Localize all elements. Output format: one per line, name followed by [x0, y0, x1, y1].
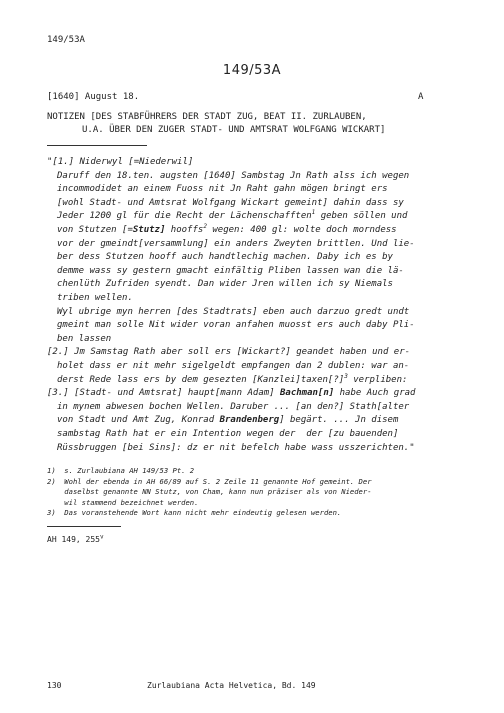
- body-line: in mynem abwesen bochen Wellen. Daruber ... [an den?] Stath[alter: [57, 401, 410, 412]
- source-divider: [47, 526, 121, 527]
- body-line: [57, 414, 398, 427]
- footnote-ref-2: 2: [203, 223, 207, 230]
- footnote-ref-1: 1: [311, 209, 316, 217]
- body-text: geben söllen und: [315, 211, 408, 222]
- footer-title: Zurlaubiana Acta Helvetica, Bd. 149: [147, 681, 316, 690]
- body-bold-name: Stutz]: [132, 225, 166, 235]
- body-bold-name: Bachman[n]: [280, 388, 335, 399]
- footnote-2-continued: wil stammend bezeichnet werden.: [47, 497, 199, 507]
- body-line: holet dass er nit mehr sigelgeldt empfangen dan 2 dublen: war an-: [57, 361, 410, 371]
- body-line: [47, 387, 415, 400]
- body-line: [57, 210, 407, 223]
- body-line: ben lassen: [57, 333, 112, 344]
- body-text: von Stutzen [=: [57, 225, 133, 235]
- date-marker: A: [418, 92, 424, 102]
- title-divider: [47, 145, 147, 146]
- body-line: incommodidet an einem Fuoss nit Jn Raht gahn mögen bringt ers: [57, 184, 388, 195]
- body-line: ber dess Stutzen hooff auch handtlechig machen. Daby ich es by: [57, 252, 393, 263]
- body-text: hooffs: [165, 225, 204, 235]
- source-reference: [47, 534, 104, 546]
- body-line: Rüssbruggen [bei Sins]: dz er nit befelch habe wass usszerichten.": [57, 442, 415, 453]
- footnote-1: 1) s. Zurlaubiana AH 149/53 Pt. 2: [47, 466, 195, 475]
- body-line: Daruff den 18.ten. augsten [1640] Sambstag Jn Rath alss ich wegen: [57, 170, 410, 181]
- body-line: triben wellen.: [57, 293, 133, 303]
- running-header: 149/53A: [47, 35, 85, 45]
- body-text: habe Auch grad: [334, 388, 416, 399]
- body-line: [57, 224, 397, 237]
- body-line: [2.] Jm Samstag Rath aber soll ers [Wickart?] geandet haben und er-: [47, 347, 411, 358]
- body-text: derst Rede lass ers by dem gesezten [Kanzlei]taxen[?]: [57, 374, 345, 385]
- body-line: Wyl ubrige myn herren [des Stadtrats] eben auch darzuo gredt undt: [57, 306, 410, 317]
- body-text: ] begärt. ... Jn disem: [279, 415, 399, 426]
- body-text: wegen: 400 gl: wolte doch morndess: [206, 225, 397, 235]
- footnote-ref-3: 3: [344, 372, 348, 380]
- body-text: [3.] [Stadt- und Amtsrat] haupt[mann Adam]: [47, 388, 280, 399]
- body-text: von Stadt und Amt Zug, Konrad: [57, 415, 220, 426]
- body-text: verpliben:: [347, 374, 408, 385]
- body-bold-name: Brandenberg: [219, 415, 280, 426]
- date-line: [1640] August 18.: [47, 92, 140, 102]
- body-line: [wohl Stadt- und Amtsrat Wolfgang Wickart gemeint] dahin dass sy: [57, 197, 404, 208]
- body-line: vor der gmeindt[versammlung] ein anders Zweyten brittlen. Und lie-: [57, 238, 415, 249]
- source-reference-sup: v: [99, 533, 104, 541]
- body-line: chenlüth Zufriden syendt. Dan wider Jren willen ich sy Niemals: [57, 279, 393, 290]
- source-reference-text: AH 149, 255: [47, 535, 100, 544]
- footnote-2: 2) Wohl der ebenda in AH 66/89 auf S. 2 Zeile 11 genannte Hof gemeint. Der: [47, 476, 372, 486]
- body-line: sambstag Rath hat er ein Intention wegen der der [zu bauenden]: [57, 429, 399, 439]
- document-number: 149/53A: [222, 63, 282, 78]
- body-line: "[1.] Niderwyl [=Niederwil]: [47, 157, 194, 167]
- body-line: [57, 374, 407, 387]
- title-line-1: NOTIZEN [DES STABFÜHRERS DER STADT ZUG, BEAT II. ZURLAUBEN,: [47, 112, 367, 122]
- body-line: demme wass sy gestern gmacht einfältig Pliben lassen wan die lä-: [57, 265, 404, 276]
- footnote-3: 3) Das voranstehende Wort kann nicht mehr eindeutig gelesen werden.: [47, 508, 342, 517]
- body-text: Jeder 1200 gl für die Recht der Lächenschafften: [57, 211, 312, 222]
- page-number: 130: [47, 681, 62, 690]
- title-line-2: U.A. ÜBER DEN ZUGER STADT- UND AMTSRAT WOLFGANG WICKART]: [82, 125, 386, 135]
- footnote-2-continued: daselbst genannte NN Stutz, von Cham, kann nun präziser als von Nieder-: [47, 487, 372, 496]
- body-line: gmeint man solle Nit wider voran anfahen muosst ers auch daby Pli-: [57, 320, 415, 331]
